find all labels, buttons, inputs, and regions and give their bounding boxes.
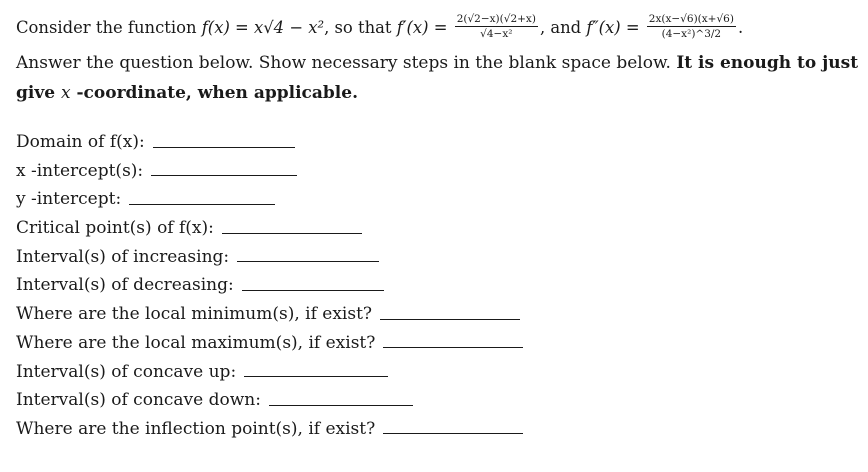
answer-blank[interactable] [237,260,379,262]
question-y-intercept [16,185,862,214]
answer-blank[interactable] [151,174,297,176]
intro-text: , and [539,18,587,37]
question-label: x -intercept(s): [16,160,144,181]
second-derivative-denominator: (4−x²)^3/2 [661,28,722,40]
answer-blank[interactable] [383,432,523,434]
instructions-continued [16,78,862,108]
question-critical-points [16,214,862,243]
question-inflection-points [16,415,862,444]
answer-blank[interactable] [244,375,388,377]
question-label: Where are the inflection point(s), if exist? [16,418,376,439]
question-label: Interval(s) of decreasing: [16,275,234,296]
answer-blank[interactable] [222,232,362,234]
instructions-text: Answer the question below. Show necessary steps in the blank space below. [16,53,677,73]
instructions-emphasis: give [16,83,61,103]
answer-blank[interactable] [380,318,520,320]
answer-blank[interactable] [153,146,295,148]
answer-blank[interactable] [383,346,523,348]
question-local-minimum [16,300,862,329]
question-label: y -intercept: [16,189,122,210]
question-label: Critical point(s) of f(x): [16,218,214,239]
instructions-emphasis: -coordinate, when applicable. [70,83,358,103]
function-definition-line [16,8,862,48]
function-f: f(x) = x√4 − x² [201,18,325,37]
second-derivative-label: f″(x) = [586,18,645,37]
first-derivative-label: f′(x) = [396,18,453,37]
second-derivative-numerator: 2x(x−√6)(x+√6) [648,13,734,25]
instructions [16,48,862,78]
answer-blank[interactable] [242,289,384,291]
intro-text: , so that [324,18,397,37]
first-derivative-fraction [455,13,538,40]
question-label: Interval(s) of concave up: [16,361,237,382]
intro-text: . [737,18,744,37]
question-x-intercepts [16,157,862,186]
intro-text: Consider the function [16,18,202,37]
answer-blank[interactable] [269,404,413,406]
problem-statement [16,8,862,108]
question-local-maximum [16,329,862,358]
question-label: Where are the local minimum(s), if exist? [16,304,373,325]
question-list [16,128,862,444]
question-increasing [16,243,862,272]
question-concave-up [16,358,862,387]
question-label: Where are the local maximum(s), if exist? [16,332,376,353]
instructions-emphasis: It is enough to just [676,53,859,73]
answer-blank[interactable] [129,203,275,205]
question-domain [16,128,862,157]
second-derivative-fraction [647,13,736,40]
question-label: Interval(s) of increasing: [16,246,230,267]
question-concave-down [16,386,862,415]
first-derivative-numerator: 2(√2−x)(√2+x) [456,13,536,25]
worksheet [16,8,862,444]
first-derivative-denominator: √4−x² [480,28,513,40]
question-label: Interval(s) of concave down: [16,390,261,411]
question-decreasing [16,271,862,300]
instructions-variable: x [60,83,71,103]
question-label: Domain of f(x): [16,132,145,152]
